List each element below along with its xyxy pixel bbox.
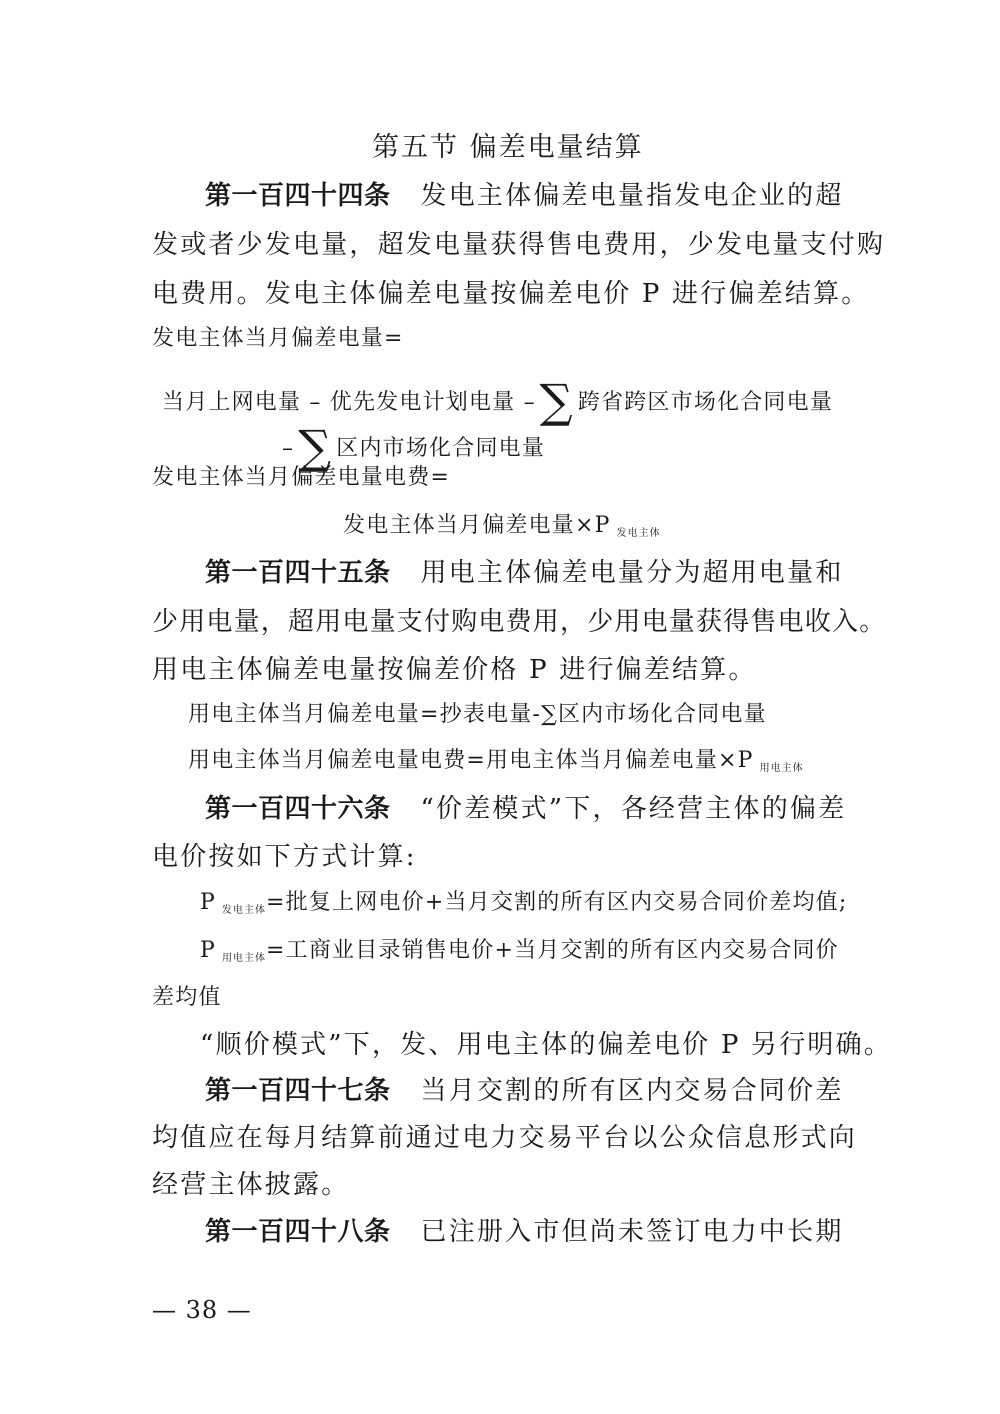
shunjia-mode-line: “顺价模式”下，发、用电主体的偏差电价 P 另行明确。 bbox=[200, 1030, 893, 1060]
price-formula-consumption bbox=[200, 940, 839, 962]
formula-1-part-c: 区内市场化合同电量 bbox=[336, 436, 546, 461]
article-147-line-3: 经营主体披露。 bbox=[152, 1170, 350, 1200]
article-147-line-2: 均值应在每月结算前通过电力交易平台以公众信息形式向 bbox=[152, 1123, 858, 1153]
article-145-line-3: 用电主体偏差电量按偏差价格 P 进行偏差结算。 bbox=[152, 655, 757, 685]
article-146-text: “价差模式”下，各经营主体的偏差 bbox=[420, 794, 847, 824]
formula-1-line-1 bbox=[162, 370, 834, 428]
price-subscript: 用电主体 bbox=[222, 953, 267, 964]
article-147-line-1 bbox=[205, 1078, 844, 1104]
article-144-line-3: 电费用。发电主体偏差电量按偏差电价 P 进行偏差结算。 bbox=[152, 279, 870, 309]
article-145-line-1 bbox=[205, 560, 844, 586]
article-145-line-2: 少用电量，超用电量支付购电费用，少用电量获得售电收入。 bbox=[152, 607, 887, 637]
formula-2-main: 发电主体当月偏差电量×P bbox=[343, 513, 611, 538]
article-144-text: 发电主体偏差电量指发电企业的超 bbox=[420, 181, 844, 211]
formula-2 bbox=[343, 515, 661, 537]
article-145-heading: 第一百四十五条 bbox=[205, 558, 391, 588]
article-144-line-1 bbox=[205, 183, 844, 209]
formula-1-line-2 bbox=[282, 416, 546, 474]
article-145-text: 用电主体偏差电量分为超用电量和 bbox=[420, 558, 844, 588]
section-title: 第五节 偏差电量结算 bbox=[372, 132, 644, 163]
article-146-heading: 第一百四十六条 bbox=[205, 794, 391, 824]
formula-1-part-b: 跨省跨区市场化合同电量 bbox=[577, 390, 834, 415]
price-symbol: P bbox=[200, 890, 217, 915]
price-formula-text: =批复上网电价+当月交割的所有区内交易合同价差均值; bbox=[266, 890, 848, 915]
price-formula-continuation: 差均值 bbox=[152, 985, 222, 1010]
price-formula-text: =工商业目录销售电价+当月交割的所有区内交易合同价 bbox=[266, 938, 839, 963]
article-147-text: 当月交割的所有区内交易合同价差 bbox=[420, 1076, 844, 1106]
formula-1-label: 发电主体当月偏差电量= bbox=[152, 326, 404, 351]
sum-symbol: ∑ bbox=[298, 420, 333, 474]
sum-symbol: ∑ bbox=[539, 374, 574, 428]
formula-3: 用电主体当月偏差电量=抄表电量-∑区内市场化合同电量 bbox=[188, 702, 767, 727]
article-148-line-1 bbox=[205, 1219, 844, 1245]
formula-1-minus: – bbox=[282, 436, 295, 461]
article-146-line-2: 电价按如下方式计算: bbox=[152, 842, 417, 872]
formula-2-label: 发电主体当月偏差电量电费= bbox=[152, 465, 451, 490]
formula-2-subscript: 发电主体 bbox=[616, 528, 661, 539]
page-number: — 38 — bbox=[152, 1296, 252, 1324]
price-subscript: 发电主体 bbox=[222, 905, 267, 916]
formula-4-subscript: 用电主体 bbox=[759, 763, 804, 774]
article-144-heading: 第一百四十四条 bbox=[205, 181, 391, 211]
formula-4-main: 用电主体当月偏差电量电费=用电主体当月偏差电量×P bbox=[188, 748, 754, 773]
formula-1-part-a: 当月上网电量 – 优先发电计划电量 – bbox=[162, 390, 536, 415]
price-symbol: P bbox=[200, 938, 217, 963]
price-formula-generation bbox=[200, 892, 848, 914]
article-146-line-1 bbox=[205, 796, 846, 822]
formula-4 bbox=[188, 750, 804, 772]
article-147-heading: 第一百四十七条 bbox=[205, 1076, 391, 1106]
article-144-line-2: 发或者少发电量，超发电量获得售电费用，少发电量支付购 bbox=[152, 230, 886, 260]
article-148-heading: 第一百四十八条 bbox=[205, 1217, 391, 1247]
article-148-text: 已注册入市但尚未签订电力中长期 bbox=[420, 1217, 844, 1247]
